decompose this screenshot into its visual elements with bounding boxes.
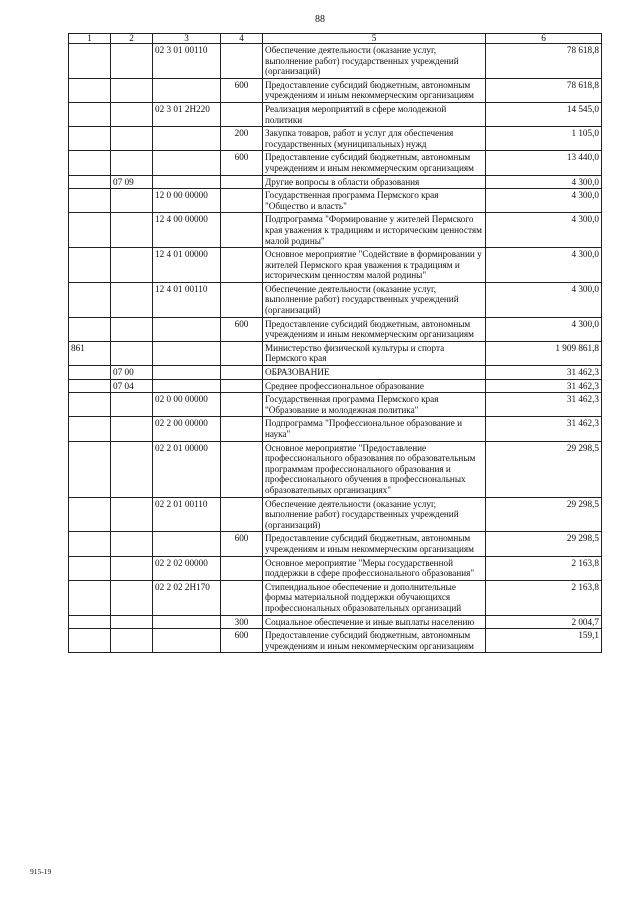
cell-ministry-code	[69, 379, 111, 393]
cell-item-name: Основное мероприятие "Содействие в формировании у жителей Пермского края уважения к традициям и историческим ценностям малой родины"	[263, 248, 486, 283]
cell-section-code	[111, 417, 153, 441]
cell-section-code: 07 04	[111, 379, 153, 393]
cell-expense-type	[221, 102, 263, 126]
cell-section-code	[111, 556, 153, 580]
cell-item-name: Другие вопросы в области образования	[263, 175, 486, 189]
cell-section-code	[111, 532, 153, 556]
cell-ministry-code	[69, 282, 111, 317]
cell-expense-type	[221, 341, 263, 365]
cell-ministry-code	[69, 417, 111, 441]
cell-ministry-code	[69, 393, 111, 417]
header-col-3: 3	[153, 34, 221, 44]
cell-target-article	[153, 175, 221, 189]
cell-target-article	[153, 366, 221, 380]
table-row	[69, 175, 602, 189]
cell-ministry-code	[69, 151, 111, 175]
cell-ministry-code	[69, 441, 111, 497]
cell-ministry-code	[69, 615, 111, 629]
cell-ministry-code	[69, 102, 111, 126]
cell-ministry-code	[69, 189, 111, 213]
cell-item-name: Реализация мероприятий в сфере молодежной политики	[263, 102, 486, 126]
cell-amount: 29 298,5	[486, 532, 602, 556]
table-row	[69, 441, 602, 497]
table-row	[69, 532, 602, 556]
cell-item-name: Подпрограмма "Формирование у жителей Пермского края уважения к традициям и историческим ценностям малой родины"	[263, 213, 486, 248]
cell-target-article: 02 2 00 00000	[153, 417, 221, 441]
table-row	[69, 282, 602, 317]
page-number: 88	[315, 14, 325, 25]
cell-amount: 4 300,0	[486, 175, 602, 189]
cell-expense-type: 600	[221, 317, 263, 341]
cell-expense-type	[221, 417, 263, 441]
cell-amount: 1 105,0	[486, 127, 602, 151]
cell-section-code	[111, 151, 153, 175]
cell-target-article	[153, 379, 221, 393]
cell-amount: 78 618,8	[486, 78, 602, 102]
cell-section-code	[111, 615, 153, 629]
cell-expense-type	[221, 497, 263, 532]
table-row	[69, 127, 602, 151]
table-header	[69, 34, 602, 44]
cell-section-code	[111, 341, 153, 365]
cell-target-article: 02 2 01 00000	[153, 441, 221, 497]
cell-section-code	[111, 441, 153, 497]
header-row	[69, 34, 602, 44]
cell-expense-type: 600	[221, 532, 263, 556]
table-row	[69, 417, 602, 441]
cell-ministry-code	[69, 532, 111, 556]
cell-section-code	[111, 102, 153, 126]
cell-item-name: Государственная программа Пермского края "Общество и власть"	[263, 189, 486, 213]
cell-expense-type	[221, 282, 263, 317]
table-row	[69, 213, 602, 248]
cell-amount: 1 909 861,8	[486, 341, 602, 365]
header-col-1: 1	[69, 34, 111, 44]
table-row	[69, 379, 602, 393]
table-row	[69, 393, 602, 417]
cell-item-name: Закупка товаров, работ и услуг для обеспечения государственных (муниципальных) нужд	[263, 127, 486, 151]
cell-item-name: Стипендиальное обеспечение и дополнительные формы материальной поддержки обучающихся профессиональных образовательных организаций	[263, 580, 486, 615]
table-row	[69, 102, 602, 126]
cell-ministry-code	[69, 497, 111, 532]
cell-section-code	[111, 317, 153, 341]
cell-section-code	[111, 44, 153, 79]
cell-ministry-code	[69, 317, 111, 341]
cell-ministry-code	[69, 44, 111, 79]
cell-item-name: Государственная программа Пермского края "Образование и молодежная политика"	[263, 393, 486, 417]
cell-target-article: 12 4 01 00110	[153, 282, 221, 317]
header-col-2: 2	[111, 34, 153, 44]
cell-section-code	[111, 282, 153, 317]
cell-ministry-code	[69, 248, 111, 283]
cell-expense-type	[221, 556, 263, 580]
cell-target-article: 02 2 01 00110	[153, 497, 221, 532]
cell-target-article: 12 0 00 00000	[153, 189, 221, 213]
cell-ministry-code	[69, 78, 111, 102]
table-row	[69, 556, 602, 580]
cell-target-article	[153, 341, 221, 365]
table-body	[69, 44, 602, 653]
cell-target-article: 12 4 01 00000	[153, 248, 221, 283]
cell-target-article	[153, 532, 221, 556]
cell-expense-type: 600	[221, 78, 263, 102]
cell-target-article: 02 3 01 00110	[153, 44, 221, 79]
table-row	[69, 151, 602, 175]
cell-section-code: 07 00	[111, 366, 153, 380]
cell-expense-type	[221, 379, 263, 393]
cell-amount: 78 618,8	[486, 44, 602, 79]
cell-section-code	[111, 393, 153, 417]
cell-item-name: Подпрограмма "Профессиональное образование и наука"	[263, 417, 486, 441]
cell-target-article	[153, 127, 221, 151]
cell-amount: 4 300,0	[486, 213, 602, 248]
cell-item-name: Предоставление субсидий бюджетным, автономным учреждениям и иным некоммерческим организациям	[263, 532, 486, 556]
cell-amount: 4 300,0	[486, 189, 602, 213]
cell-expense-type	[221, 44, 263, 79]
cell-amount: 29 298,5	[486, 441, 602, 497]
header-col-5: 5	[263, 34, 486, 44]
cell-ministry-code	[69, 213, 111, 248]
table-row	[69, 615, 602, 629]
cell-section-code	[111, 213, 153, 248]
cell-item-name: ОБРАЗОВАНИЕ	[263, 366, 486, 380]
cell-item-name: Предоставление субсидий бюджетным, автономным учреждениям и иным некоммерческим организациям	[263, 151, 486, 175]
cell-item-name: Обеспечение деятельности (оказание услуг, выполнение работ) государственных учреждений (организаций)	[263, 44, 486, 79]
cell-amount: 2 163,8	[486, 580, 602, 615]
cell-amount: 4 300,0	[486, 317, 602, 341]
cell-amount: 31 462,3	[486, 393, 602, 417]
table-row	[69, 78, 602, 102]
cell-expense-type	[221, 366, 263, 380]
cell-expense-type: 600	[221, 629, 263, 653]
cell-amount: 31 462,3	[486, 417, 602, 441]
table-row	[69, 580, 602, 615]
cell-section-code	[111, 127, 153, 151]
budget-table	[68, 33, 602, 653]
cell-amount: 29 298,5	[486, 497, 602, 532]
cell-target-article	[153, 317, 221, 341]
cell-amount: 31 462,3	[486, 366, 602, 380]
cell-target-article: 12 4 00 00000	[153, 213, 221, 248]
cell-amount: 2 163,8	[486, 556, 602, 580]
cell-expense-type	[221, 189, 263, 213]
cell-ministry-code	[69, 580, 111, 615]
cell-expense-type	[221, 393, 263, 417]
cell-amount: 13 440,0	[486, 151, 602, 175]
cell-item-name: Среднее профессиональное образование	[263, 379, 486, 393]
cell-expense-type	[221, 441, 263, 497]
cell-ministry-code: 861	[69, 341, 111, 365]
cell-target-article	[153, 629, 221, 653]
cell-amount: 4 300,0	[486, 248, 602, 283]
table-row	[69, 189, 602, 213]
cell-section-code	[111, 248, 153, 283]
cell-expense-type: 300	[221, 615, 263, 629]
table-row	[69, 317, 602, 341]
cell-expense-type	[221, 175, 263, 189]
table-row	[69, 248, 602, 283]
cell-target-article: 02 2 02 2Н170	[153, 580, 221, 615]
cell-target-article	[153, 615, 221, 629]
cell-section-code	[111, 189, 153, 213]
cell-expense-type	[221, 248, 263, 283]
table-row	[69, 341, 602, 365]
cell-ministry-code	[69, 175, 111, 189]
cell-amount: 2 004,7	[486, 615, 602, 629]
cell-section-code: 07 09	[111, 175, 153, 189]
cell-ministry-code	[69, 127, 111, 151]
cell-expense-type: 200	[221, 127, 263, 151]
cell-item-name: Обеспечение деятельности (оказание услуг, выполнение работ) государственных учреждений (организаций)	[263, 497, 486, 532]
cell-ministry-code	[69, 366, 111, 380]
cell-amount: 31 462,3	[486, 379, 602, 393]
cell-target-article	[153, 78, 221, 102]
cell-amount: 159,1	[486, 629, 602, 653]
cell-item-name: Предоставление субсидий бюджетным, автономным учреждениям и иным некоммерческим организациям	[263, 78, 486, 102]
cell-expense-type	[221, 580, 263, 615]
cell-item-name: Обеспечение деятельности (оказание услуг, выполнение работ) государственных учреждений (организаций)	[263, 282, 486, 317]
cell-item-name: Предоставление субсидий бюджетным, автономным учреждениям и иным некоммерческим организациям	[263, 629, 486, 653]
cell-item-name: Социальное обеспечение и иные выплаты населению	[263, 615, 486, 629]
header-col-6: 6	[486, 34, 602, 44]
footer-code: 915-19	[30, 867, 52, 876]
cell-section-code	[111, 580, 153, 615]
cell-item-name: Основное мероприятие "Меры государственной поддержки в сфере профессионального образования"	[263, 556, 486, 580]
cell-section-code	[111, 78, 153, 102]
cell-target-article: 02 3 01 2Н220	[153, 102, 221, 126]
cell-section-code	[111, 629, 153, 653]
table-row	[69, 366, 602, 380]
cell-ministry-code	[69, 556, 111, 580]
cell-item-name: Основное мероприятие "Предоставление профессионального образования по образовательным программам профессионального образования и профессионального обучения в профессиональных образовательных организациях"	[263, 441, 486, 497]
cell-target-article: 02 2 02 00000	[153, 556, 221, 580]
cell-target-article: 02 0 00 00000	[153, 393, 221, 417]
cell-item-name: Предоставление субсидий бюджетным, автономным учреждениям и иным некоммерческим организациям	[263, 317, 486, 341]
table-row	[69, 629, 602, 653]
cell-target-article	[153, 151, 221, 175]
cell-expense-type: 600	[221, 151, 263, 175]
table-row	[69, 497, 602, 532]
cell-amount: 4 300,0	[486, 282, 602, 317]
table-row	[69, 44, 602, 79]
cell-expense-type	[221, 213, 263, 248]
cell-section-code	[111, 497, 153, 532]
cell-ministry-code	[69, 629, 111, 653]
cell-item-name: Министерство физической культуры и спорта Пермского края	[263, 341, 486, 365]
header-col-4: 4	[221, 34, 263, 44]
cell-amount: 14 545,0	[486, 102, 602, 126]
